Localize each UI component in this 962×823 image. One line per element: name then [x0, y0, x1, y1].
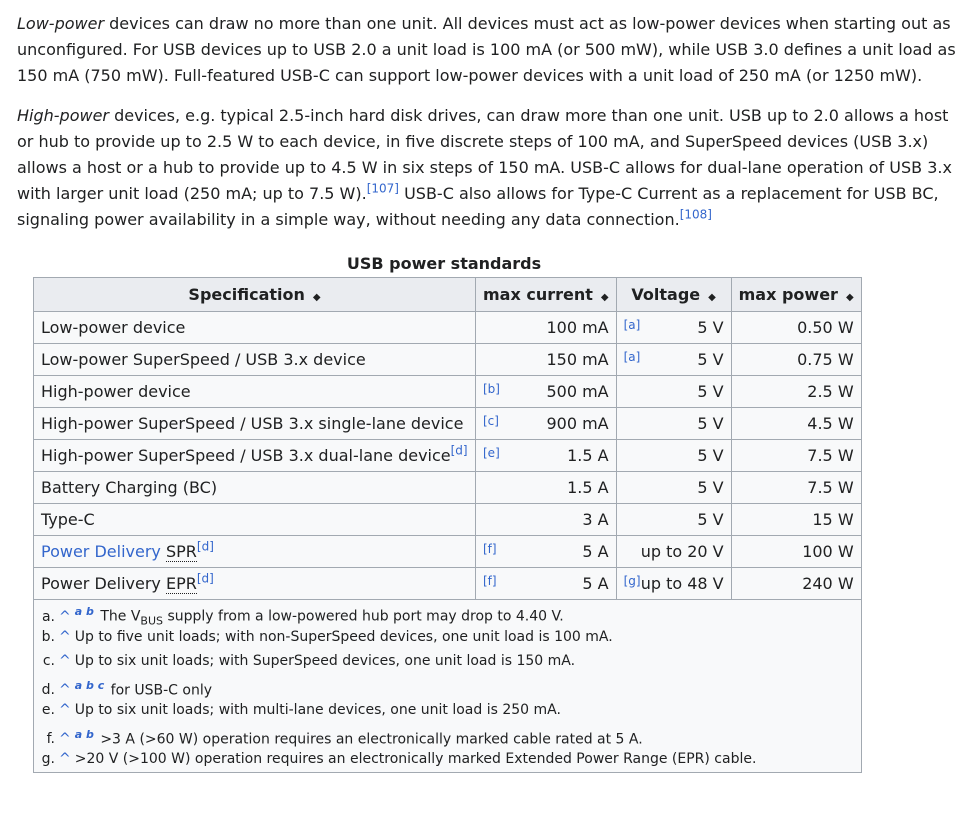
current-value: 900 mA [546, 414, 609, 433]
header-specification[interactable]: Specification ◆ [34, 278, 476, 312]
paragraph-low-power [17, 11, 957, 89]
backlink-caret-icon[interactable]: ^ [59, 702, 71, 718]
cell-specification [34, 376, 476, 408]
table-row [34, 472, 862, 504]
cell-max-current [476, 504, 617, 536]
power-value: 7.5 W [807, 446, 854, 465]
power-value: 0.50 W [797, 318, 854, 337]
footnote-text: Up to six unit loads; with SuperSpeed devices, one unit load is 150 mA. [74, 653, 576, 669]
power-value: 15 W [812, 510, 854, 529]
footnote-ref[interactable]: [d] [196, 539, 214, 554]
spec-label: Low-power device [41, 318, 186, 337]
table-row [34, 440, 862, 472]
footnote-item [41, 625, 854, 650]
backref-letters[interactable]: a b c [74, 678, 105, 692]
backref-letters[interactable]: a b [74, 605, 94, 618]
current-value: 5 A [582, 574, 609, 593]
power-value: 4.5 W [807, 414, 854, 433]
footnote-ref[interactable]: [a] [623, 350, 641, 364]
notes-cell [34, 600, 862, 773]
table-row [34, 504, 862, 536]
footnote-ref[interactable]: [c] [483, 414, 499, 428]
cell-max-current [476, 344, 617, 376]
cell-max-current [476, 312, 617, 344]
current-value: 1.5 A [567, 478, 609, 497]
footnote-item [41, 649, 854, 674]
backlink-caret-icon[interactable]: ^ [59, 653, 71, 669]
paragraph-high-power [17, 103, 957, 233]
footnote-item [41, 747, 854, 772]
cell-max-power [731, 504, 861, 536]
paragraph-text: devices, e.g. typical 2.5-inch hard disk drives, can draw more than one unit. USB up to 2.0 allows a host or hub to provide up to 2.5 W to each device, in five discrete steps of 100 mA, and SuperSpeed devices (USB 3.x) allows a host or a hub to provide up to 4.5 W in six steps of 150 mA. USB-C allows for dual-lane operation of USB 3.x with larger unit load (250 mA; up to 7.5 W). [17, 106, 952, 203]
header-max-current[interactable]: max current ◆ [476, 278, 617, 312]
power-value: 240 W [802, 574, 854, 593]
voltage-value: 5 V [697, 318, 724, 337]
cell-max-power [731, 472, 861, 504]
footnote-letter: e. [41, 702, 55, 718]
footnote-ref[interactable]: [g] [623, 574, 641, 588]
backref-letters[interactable]: a b [74, 727, 94, 741]
cell-voltage [616, 312, 731, 344]
table-caption: USB power standards [346, 254, 542, 273]
footnote-ref[interactable]: [e] [483, 446, 500, 460]
cell-voltage [616, 408, 731, 440]
footnote-text: >3 A (>60 W) operation requires an electronically marked cable rated at 5 A. [100, 731, 643, 748]
footnote-item [41, 600, 854, 628]
footnote-text: for USB-C only [110, 682, 213, 699]
sort-arrows-icon[interactable]: ◆ [708, 292, 716, 303]
backlink-caret-icon[interactable]: ^ [59, 731, 71, 748]
footnote-letter: b. [41, 628, 55, 645]
current-value: 5 A [582, 542, 609, 561]
cell-specification [34, 344, 476, 376]
footnote-subscript: BUS [140, 614, 163, 628]
table-row [34, 312, 862, 344]
footnote-ref[interactable]: [a] [623, 318, 641, 332]
spec-label: Power Delivery [41, 574, 161, 593]
footnote-letter: f. [46, 731, 55, 748]
current-value: 500 mA [546, 382, 609, 401]
paragraph-text: devices can draw no more than one unit. All devices must act as low-power devices when starting out as unconfigured. For USB devices up to USB 2.0 a unit load is 100 mA (or 500 mW), while USB 3.0 defines a unit load as 150 mA (750 mW). Full-featured USB-C can support low-power devices with a unit load of 250 mA (or 1250 mW). [17, 14, 956, 85]
cell-max-current [476, 472, 617, 504]
cell-max-current [476, 408, 617, 440]
sort-arrows-icon[interactable]: ◆ [312, 292, 321, 303]
sort-arrows-icon[interactable]: ◆ [600, 292, 609, 303]
current-value: 3 A [582, 510, 609, 529]
spec-label: Low-power SuperSpeed / USB 3.x device [41, 350, 366, 369]
cell-max-power [731, 312, 861, 344]
cell-specification [34, 504, 476, 536]
cell-voltage [616, 440, 731, 472]
footnote-item [41, 674, 854, 699]
table-row [34, 376, 862, 408]
cell-max-power [731, 408, 861, 440]
cell-max-power [731, 568, 861, 600]
cell-specification [34, 312, 476, 344]
footnote-ref[interactable]: [d] [196, 571, 214, 586]
cell-voltage [616, 376, 731, 408]
voltage-value: 5 V [697, 350, 724, 369]
backlink-caret-icon[interactable]: ^ [59, 628, 71, 645]
footnote-letter: c. [42, 653, 55, 669]
table-row [34, 344, 862, 376]
voltage-value: up to 48 V [640, 574, 724, 593]
cell-voltage [616, 344, 731, 376]
cell-specification [34, 408, 476, 440]
cell-specification [34, 440, 476, 472]
paragraph-text: USB-C also allows for Type-C Current as a replacement for USB BC, signaling power availability in a simple way, without needing any data connection. [17, 184, 939, 229]
link-power-delivery[interactable]: Power Delivery [41, 542, 161, 561]
spec-label: High-power device [41, 382, 191, 401]
current-value: 150 mA [546, 350, 609, 369]
footnote-text: supply from a low-powered hub port may drop to 4.40 V. [163, 608, 564, 625]
voltage-value: 5 V [697, 414, 724, 433]
current-value: 1.5 A [567, 446, 609, 465]
sort-arrows-icon[interactable]: ◆ [845, 292, 854, 303]
footnote-text: Up to five unit loads; with non-SuperSpeed devices, one unit load is 100 mA. [74, 628, 613, 645]
spec-label: Type-C [41, 510, 95, 529]
footnote-letter: a. [41, 608, 55, 625]
cell-voltage [616, 472, 731, 504]
voltage-value: 5 V [697, 446, 724, 465]
voltage-value: 5 V [697, 510, 724, 529]
citation-108[interactable]: [108] [679, 207, 712, 222]
cell-voltage [616, 568, 731, 600]
article-body [17, 11, 957, 247]
usb-power-table [33, 277, 862, 773]
power-value: 2.5 W [807, 382, 854, 401]
header-max-power[interactable]: max power ◆ [731, 278, 861, 312]
backlink-caret-icon[interactable]: ^ [59, 608, 71, 625]
table-row [34, 568, 862, 600]
notes-row [34, 600, 862, 773]
footnote-letter: g. [41, 751, 55, 767]
cell-max-current [476, 376, 617, 408]
footnote-letter: d. [41, 682, 55, 699]
power-value: 7.5 W [807, 478, 854, 497]
footnote-text: The V [100, 608, 141, 625]
spec-abbr[interactable]: EPR [165, 574, 197, 593]
voltage-value: 5 V [697, 478, 724, 497]
footnote-item [41, 698, 854, 723]
emphasis-high-power: High-power [17, 106, 109, 125]
cell-specification [34, 536, 476, 568]
cell-voltage [616, 504, 731, 536]
spec-label: High-power SuperSpeed / USB 3.x dual-lane device [41, 446, 451, 465]
table-row [34, 408, 862, 440]
spec-abbr[interactable]: SPR [165, 542, 197, 561]
cell-max-power [731, 376, 861, 408]
spec-label: Battery Charging (BC) [41, 478, 218, 497]
table-row [34, 536, 862, 568]
backlink-caret-icon[interactable]: ^ [59, 751, 71, 767]
power-value: 100 W [802, 542, 854, 561]
cell-max-power [731, 440, 861, 472]
cell-specification [34, 568, 476, 600]
cell-max-power [731, 344, 861, 376]
voltage-value: up to 20 V [640, 542, 724, 561]
cell-max-current [476, 440, 617, 472]
current-value: 100 mA [546, 318, 609, 337]
spec-label: High-power SuperSpeed / USB 3.x single-lane device [41, 414, 464, 433]
backlink-caret-icon[interactable]: ^ [59, 682, 71, 699]
emphasis-low-power: Low-power [17, 14, 105, 33]
citation-107[interactable]: [107] [366, 181, 399, 196]
table-header-row [34, 278, 862, 312]
footnote-ref[interactable]: [f] [483, 574, 497, 588]
footnote-item [41, 723, 854, 748]
cell-voltage [616, 536, 731, 568]
cell-max-power [731, 536, 861, 568]
footnote-text: Up to six unit loads; with multi-lane devices, one unit load is 250 mA. [74, 702, 561, 718]
header-voltage[interactable]: Voltage ◆ [616, 278, 731, 312]
cell-max-current [476, 568, 617, 600]
voltage-value: 5 V [697, 382, 724, 401]
footnote-ref[interactable]: [f] [483, 542, 497, 556]
footnote-ref[interactable]: [b] [483, 382, 500, 396]
cell-max-current [476, 536, 617, 568]
footnote-text: >20 V (>100 W) operation requires an electronically marked Extended Power Range (EPR) cable. [74, 751, 757, 767]
footnote-list [41, 600, 854, 772]
cell-specification [34, 472, 476, 504]
footnote-ref[interactable]: [d] [450, 443, 468, 458]
power-value: 0.75 W [797, 350, 854, 369]
